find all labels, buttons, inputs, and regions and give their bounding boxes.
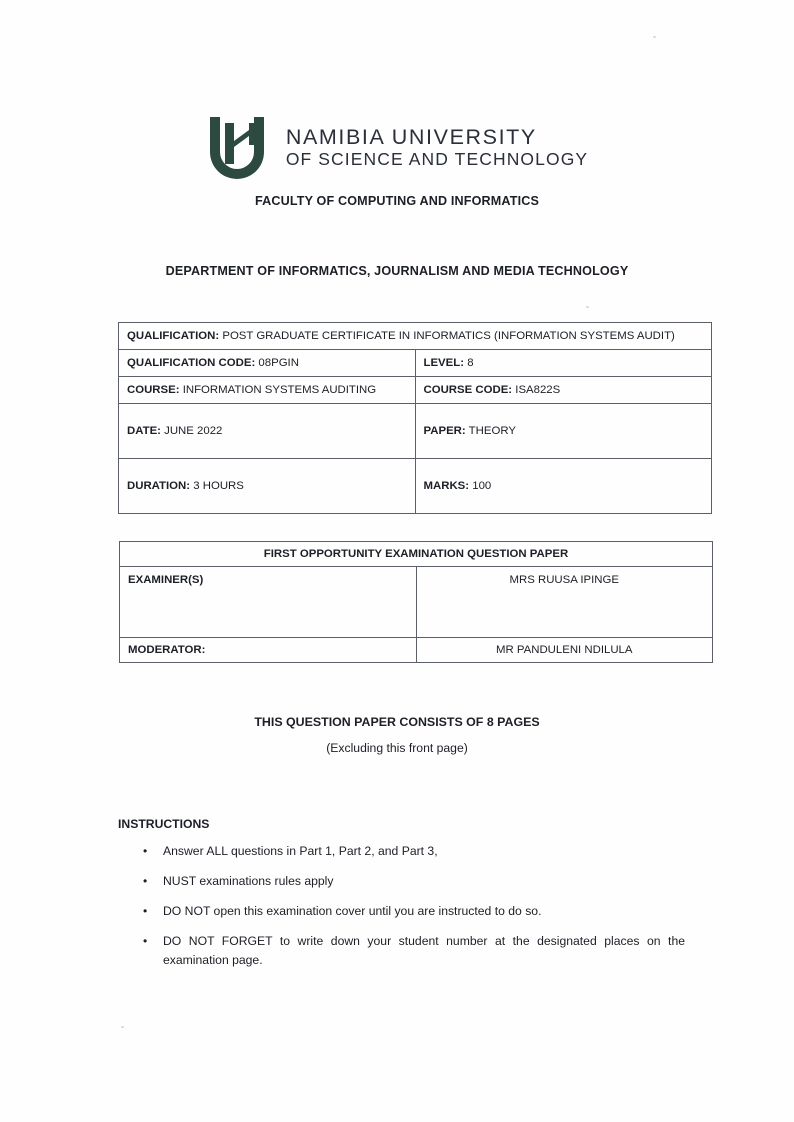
logo-name-line1: NAMIBIA UNIVERSITY: [285, 124, 537, 149]
scan-speckle: [121, 1026, 124, 1028]
table-row: [119, 459, 712, 514]
level-value: 8: [467, 356, 474, 369]
qualification-code-label: QUALIFICATION CODE:: [127, 356, 256, 369]
examiner-value: MRS RUUSA IPINGE: [416, 567, 713, 638]
qualification-label: QUALIFICATION:: [127, 329, 220, 342]
examiner-table: [119, 541, 713, 663]
logo-name-line2: OF SCIENCE AND TECHNOLOGY: [285, 148, 589, 169]
qualification-info-table: [118, 322, 712, 514]
list-item: [118, 902, 688, 921]
course-value: INFORMATION SYSTEMS AUDITING: [182, 383, 377, 396]
university-logo: [0, 114, 794, 180]
exam-paper-title: FIRST OPPORTUNITY EXAMINATION QUESTION PAPER: [120, 542, 713, 567]
qualification-cell: [119, 323, 712, 350]
course-code-label: COURSE CODE:: [423, 383, 513, 396]
course-cell: [119, 377, 416, 404]
marks-cell: [415, 459, 712, 514]
instructions-heading: INSTRUCTIONS: [118, 817, 210, 831]
qualification-code-cell: [119, 350, 416, 377]
list-item: [118, 872, 688, 891]
table-row: [119, 404, 712, 459]
instruction-text: DO NOT open this examination cover until you are instructed to do so.: [163, 903, 542, 918]
paper-value: THEORY: [468, 424, 516, 437]
table-row: [120, 567, 713, 638]
qualification-code-value: 08PGIN: [258, 356, 299, 369]
logo-wordmark: [286, 125, 588, 170]
qualification-value: POST GRADUATE CERTIFICATE IN INFORMATICS (INFORMATION SYSTEMS AUDIT): [222, 329, 675, 342]
duration-label: DURATION:: [127, 479, 191, 492]
duration-value: 3 HOURS: [193, 479, 244, 492]
level-cell: [415, 350, 712, 377]
marks-value: 100: [472, 479, 492, 492]
bullet-icon: •: [143, 903, 148, 918]
scan-speckle: [653, 36, 656, 38]
list-item: [118, 932, 688, 970]
bullet-icon: •: [143, 873, 148, 888]
duration-cell: [119, 459, 416, 514]
course-label: COURSE:: [127, 383, 180, 396]
scan-speckle: [586, 306, 589, 308]
instructions-list: [118, 842, 688, 981]
table-row: [119, 323, 712, 350]
course-code-cell: [415, 377, 712, 404]
moderator-value: MR PANDULENI NDILULA: [416, 638, 713, 663]
bullet-icon: •: [143, 933, 148, 948]
date-label: DATE:: [127, 424, 161, 437]
instruction-text: NUST examinations rules apply: [163, 873, 334, 888]
excluding-front-page-note: (Excluding this front page): [326, 741, 468, 755]
date-cell: [119, 404, 416, 459]
paper-label: PAPER:: [423, 424, 466, 437]
examiner-label: EXAMINER(S): [120, 567, 417, 638]
list-item: [118, 842, 688, 861]
table-row: [119, 377, 712, 404]
marks-label: MARKS:: [423, 479, 470, 492]
nust-shield-icon: [206, 114, 268, 180]
table-row: [120, 638, 713, 663]
paper-cell: [415, 404, 712, 459]
instruction-text: Answer ALL questions in Part 1, Part 2, and Part 3,: [163, 844, 438, 858]
course-code-value: ISA822S: [515, 383, 561, 396]
date-value: JUNE 2022: [164, 424, 223, 437]
level-label: LEVEL:: [423, 356, 465, 369]
bullet-icon: •: [143, 844, 148, 858]
table-row: [119, 350, 712, 377]
moderator-label: MODERATOR:: [120, 638, 417, 663]
instruction-text: DO NOT FORGET to write down your student number at the designated places on the examination page.: [163, 933, 685, 967]
department-heading: DEPARTMENT OF INFORMATICS, JOURNALISM AND MEDIA TECHNOLOGY: [165, 264, 629, 278]
page-count-statement: THIS QUESTION PAPER CONSISTS OF 8 PAGES: [254, 715, 540, 729]
table-row: [120, 542, 713, 567]
faculty-heading: FACULTY OF COMPUTING AND INFORMATICS: [254, 194, 540, 208]
